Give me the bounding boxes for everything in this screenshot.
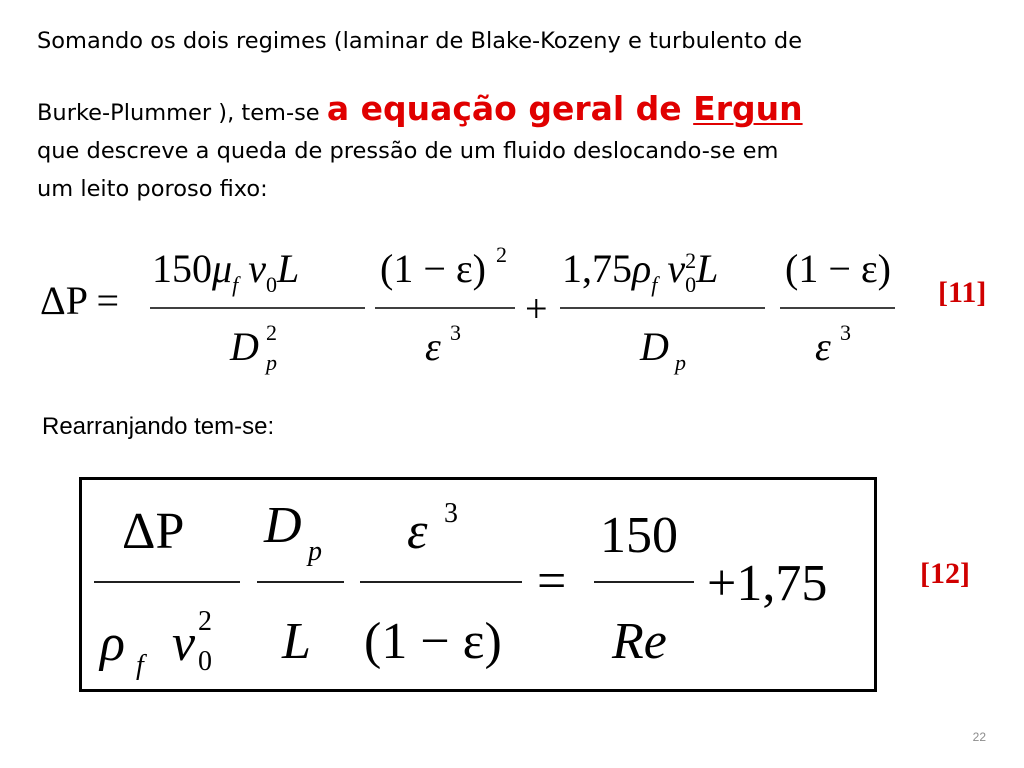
- eq12-f3-num: ε: [407, 503, 428, 560]
- eq12-f1-v-sub: 0: [198, 646, 212, 677]
- eq11-term-2: [375, 242, 515, 369]
- svg-text:1,75ρf v20L: $1,75\rho_f$ $v^2$ 0L: [562, 246, 719, 297]
- eq11-t2-num: (1 − ε): [380, 246, 486, 291]
- page-number: 22: [972, 730, 986, 744]
- eq12-f1-rho-sub: f: [136, 650, 144, 681]
- eq12-fraction-1: [94, 503, 240, 681]
- eq11-t2-den-sup: 3: [450, 320, 461, 345]
- eq12-f1-num: ΔP: [122, 503, 185, 560]
- eq11-t3-coef: 1,75: [562, 246, 632, 291]
- rearranging-label: Rearranjando tem-se:: [42, 413, 275, 440]
- eq12-f4-num: 150: [600, 507, 678, 564]
- eq11-term-4: [780, 246, 895, 369]
- eq12-f3-den: (1 − ε): [364, 613, 502, 670]
- equation-11: [30, 232, 910, 382]
- eq12-f3-num-sup: 3: [444, 498, 458, 529]
- equation-11-tag: [11]: [938, 276, 987, 309]
- eq12-f1-v-sup: 2: [198, 606, 212, 637]
- eq12-fraction-4: [594, 507, 694, 670]
- eq11-plus: +: [525, 286, 548, 331]
- eq11-lhs: ΔP =: [40, 278, 120, 323]
- eq12-fraction-3: [360, 498, 522, 670]
- eq12-f1-rho: ρ: [100, 615, 125, 672]
- equation-12: [82, 480, 874, 689]
- eq12-equals: =: [537, 553, 567, 610]
- eq12-fraction-2: [257, 497, 344, 670]
- eq11-term-1: [150, 246, 365, 375]
- eq11-t3-den-sub: p: [675, 350, 686, 375]
- eq11-t4-den: ε: [815, 324, 831, 369]
- intro-line-2: [37, 89, 803, 128]
- eq11-t1-coef: 150: [152, 246, 212, 291]
- eq11-t1-den-sub: p: [266, 350, 277, 375]
- intro-line-1: Somando os dois regimes (laminar de Blake-Kozeny e turbulento de: [37, 28, 803, 54]
- ergun-name: Ergun: [693, 89, 803, 128]
- highlight-text: a equação geral de: [326, 89, 694, 128]
- eq12-plus-term: +1,75: [707, 555, 828, 612]
- svg-text:150μf v0L: $150\mu_f$ $v_0L$: [152, 246, 300, 297]
- eq11-t4-num: (1 − ε): [785, 246, 891, 291]
- eq11-t4-den-sup: 3: [840, 320, 851, 345]
- eq11-t3-den: D: [640, 324, 669, 369]
- equation-12-tag: [12]: [920, 557, 970, 590]
- eq11-t2-num-sup: 2: [496, 242, 507, 267]
- eq12-f4-den: Re: [612, 613, 667, 670]
- intro-line-3: que descreve a queda de pressão de um fluido deslocando-se em: [37, 138, 779, 164]
- eq11-t1-den-sup: 2: [266, 320, 277, 345]
- eq12-f2-den: L: [282, 613, 311, 670]
- intro-line-2-prefix: Burke-Plummer ), tem-se: [37, 100, 327, 126]
- eq12-f2-num-sub: p: [308, 536, 322, 567]
- eq12-f1-v: v: [172, 615, 196, 672]
- eq12-f2-num: D: [264, 497, 302, 554]
- intro-line-4: um leito poroso fixo:: [37, 176, 268, 202]
- eq11-term-3: [560, 246, 765, 375]
- ergun-equation-highlight: [327, 89, 803, 128]
- eq11-t1-den: D: [230, 324, 259, 369]
- eq11-t2-den: ε: [425, 324, 441, 369]
